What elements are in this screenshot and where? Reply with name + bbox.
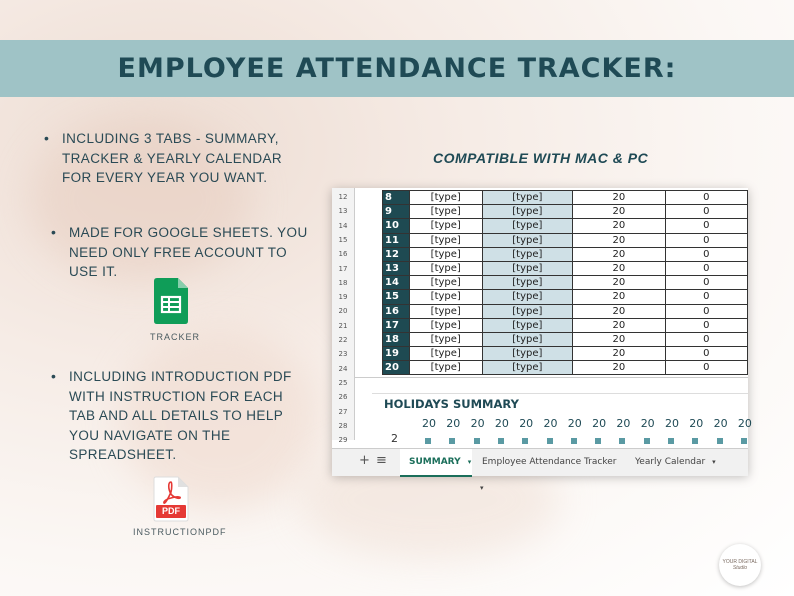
table-cell[interactable]: 0 xyxy=(665,233,747,247)
tab-label: Employee Attendance Tracker xyxy=(482,457,617,467)
summary-divider xyxy=(372,393,748,394)
table-cell[interactable]: [type] xyxy=(482,276,573,290)
table-cell[interactable]: 0 xyxy=(665,205,747,219)
row-number: 15 xyxy=(338,235,348,244)
row-divider xyxy=(354,377,748,378)
holiday-value-label: 20 xyxy=(737,417,752,430)
holiday-value-label: 20 xyxy=(713,417,728,430)
table-cell[interactable]: [type] xyxy=(409,261,482,275)
feature-line: YOU NAVIGATE ON THE xyxy=(69,427,231,443)
table-row xyxy=(383,347,748,361)
compatibility-note: COMPATIBLE WITH MAC & PC xyxy=(433,150,649,166)
feature-bullet-tabs xyxy=(44,129,283,188)
tracker-table xyxy=(382,190,748,375)
table-cell[interactable]: [type] xyxy=(482,347,573,361)
table-cell[interactable]: 20 xyxy=(573,261,665,275)
row-number: 23 xyxy=(338,350,348,359)
table-cell[interactable]: 20 xyxy=(573,332,665,346)
table-cell[interactable]: [type] xyxy=(482,304,573,318)
holiday-value-label: 20 xyxy=(592,417,607,430)
row-number: 12 xyxy=(338,193,348,201)
row-number: 13 xyxy=(338,207,348,216)
table-row xyxy=(383,233,748,247)
table-cell[interactable]: [type] xyxy=(482,290,573,304)
table-cell[interactable]: [type] xyxy=(409,332,482,346)
table-cell[interactable]: [type] xyxy=(482,261,573,275)
table-cell[interactable]: [type] xyxy=(482,318,573,332)
table-cell[interactable]: 20 xyxy=(573,276,665,290)
sheet-tab-bar xyxy=(332,448,748,492)
row-number: 29 xyxy=(338,436,348,445)
table-cell[interactable]: [type] xyxy=(482,332,573,346)
feature-line: FOR EVERY YEAR YOU WANT. xyxy=(62,170,268,185)
sheets-icon-label: TRACKER xyxy=(150,332,201,342)
holidays-summary-title: HOLIDAYS SUMMARY xyxy=(384,397,519,411)
holiday-marker xyxy=(425,438,431,444)
feature-line: TAB AND ALL DETAILS TO HELP xyxy=(69,408,284,423)
holiday-marker xyxy=(498,438,504,444)
tab-label: SUMMARY xyxy=(409,457,461,467)
feature-line: WITH INSTRUCTION FOR EACH xyxy=(69,388,283,404)
holiday-marker xyxy=(717,438,723,444)
table-row xyxy=(383,304,748,318)
holiday-marker xyxy=(619,438,625,444)
table-row xyxy=(383,247,748,261)
table-cell[interactable]: [type] xyxy=(409,247,482,261)
table-cell[interactable]: 0 xyxy=(665,191,747,205)
row-number: 22 xyxy=(338,336,348,344)
feature-bullet-google-sheets xyxy=(51,223,308,282)
chevron-down-icon: ▾ xyxy=(467,458,472,466)
holiday-value-label: 20 xyxy=(616,417,631,430)
table-cell[interactable]: 18 xyxy=(383,332,410,346)
chevron-down-icon: ▾ xyxy=(712,458,716,466)
holiday-value-label: 20 xyxy=(422,417,436,430)
table-row xyxy=(383,290,748,304)
table-cell[interactable]: 20 xyxy=(573,191,665,205)
table-cell[interactable]: 12 xyxy=(383,247,410,261)
shop-logo xyxy=(719,544,761,586)
feature-line: TRACKER & YEARLY CALENDAR xyxy=(62,150,283,166)
table-cell[interactable]: [type] xyxy=(482,247,573,261)
bullet-dot: • xyxy=(51,368,57,384)
table-row xyxy=(383,205,748,219)
table-cell[interactable]: 0 xyxy=(665,361,747,375)
table-cell[interactable]: [type] xyxy=(482,191,573,205)
table-cell[interactable]: 0 xyxy=(665,276,747,290)
shop-logo-line: Studio xyxy=(732,565,748,571)
table-row xyxy=(383,332,748,346)
table-cell[interactable]: 20 xyxy=(573,304,665,318)
pdf-icon-label: INSTRUCTIONPDF xyxy=(133,527,227,537)
row-number: 16 xyxy=(338,250,348,259)
shop-logo-line: YOUR DIGITAL xyxy=(722,559,758,565)
holiday-value-label: 20 xyxy=(689,417,704,430)
row-number: 19 xyxy=(338,293,348,302)
table-cell[interactable]: [type] xyxy=(409,347,482,361)
table-cell[interactable]: [type] xyxy=(482,205,573,219)
table-cell[interactable]: [type] xyxy=(409,205,482,219)
table-cell[interactable]: 20 xyxy=(573,219,665,233)
table-cell[interactable]: 14 xyxy=(383,276,410,290)
table-cell[interactable]: 10 xyxy=(383,219,410,233)
holiday-marker xyxy=(668,438,674,444)
table-cell[interactable]: 20 xyxy=(573,247,665,261)
table-cell[interactable]: 0 xyxy=(665,304,747,318)
holiday-marker xyxy=(474,438,480,444)
table-cell[interactable]: [type] xyxy=(409,191,482,205)
table-cell[interactable]: 19 xyxy=(383,347,410,361)
row-number: 28 xyxy=(338,421,348,430)
holiday-value-label: 20 xyxy=(567,417,582,430)
table-cell[interactable]: 9 xyxy=(383,205,410,219)
tab-yearly-calendar[interactable] xyxy=(628,449,722,475)
holiday-marker xyxy=(449,438,455,444)
holiday-value-label: 20 xyxy=(665,417,679,430)
row-number: 20 xyxy=(338,307,348,316)
feature-line: SPREADSHEET. xyxy=(69,447,177,462)
row-number: 26 xyxy=(338,393,348,402)
spreadsheet-screenshot xyxy=(332,188,752,492)
page-title: EMPLOYEE ATTENDANCE TRACKER: xyxy=(117,53,677,84)
table-cell[interactable]: [type] xyxy=(409,304,482,318)
table-row xyxy=(383,219,748,233)
row-number: 27 xyxy=(338,407,348,416)
title-banner xyxy=(0,40,794,97)
row-number: 14 xyxy=(338,221,348,230)
table-row xyxy=(383,361,748,375)
chart-y-tick: 2 xyxy=(391,432,398,445)
holiday-value-label: 20 xyxy=(543,417,558,430)
table-row xyxy=(383,261,748,275)
table-cell[interactable]: 20 xyxy=(573,205,665,219)
tab-summary[interactable] xyxy=(400,449,472,477)
table-cell[interactable]: 13 xyxy=(383,261,410,275)
table-cell[interactable]: [type] xyxy=(482,233,573,247)
pdf-badge-text: PDF xyxy=(162,506,180,516)
google-sheets-icon xyxy=(154,278,188,324)
table-cell[interactable]: [type] xyxy=(409,318,482,332)
table-cell[interactable]: 11 xyxy=(383,233,410,247)
table-cell[interactable]: [type] xyxy=(409,361,482,375)
holiday-marker xyxy=(571,438,577,444)
tab-label: Yearly Calendar xyxy=(635,457,706,467)
table-cell[interactable]: 20 xyxy=(573,318,665,332)
chevron-down-icon: ▾ xyxy=(480,484,484,492)
table-cell[interactable]: [type] xyxy=(409,219,482,233)
row-number: 21 xyxy=(338,321,348,330)
all-sheets-menu-icon[interactable]: ≡ xyxy=(376,453,387,468)
holiday-value-label: 20 xyxy=(519,417,534,430)
table-cell[interactable]: 0 xyxy=(665,290,747,304)
table-cell[interactable]: 20 xyxy=(573,347,665,361)
feature-line: INCLUDING 3 TABS - SUMMARY, xyxy=(62,131,279,146)
table-cell[interactable]: [type] xyxy=(409,276,482,290)
bullet-dot: • xyxy=(51,224,57,240)
tab-employee-attendance-tracker[interactable] xyxy=(476,449,624,492)
table-cell[interactable]: 15 xyxy=(383,290,410,304)
add-sheet-button[interactable]: + xyxy=(359,453,370,468)
table-row xyxy=(383,191,748,205)
holiday-marker xyxy=(522,438,528,444)
table-cell[interactable]: 0 xyxy=(665,219,747,233)
table-cell[interactable]: 0 xyxy=(665,261,747,275)
holiday-marker xyxy=(547,438,553,444)
table-cell[interactable]: 20 xyxy=(573,233,665,247)
table-cell[interactable]: [type] xyxy=(409,233,482,247)
table-cell[interactable]: 20 xyxy=(383,361,410,375)
holiday-value-label: 20 xyxy=(640,417,655,430)
table-row xyxy=(383,318,748,332)
table-cell[interactable]: [type] xyxy=(482,219,573,233)
table-cell[interactable]: 0 xyxy=(665,347,747,361)
row-number: 25 xyxy=(338,378,348,387)
table-cell[interactable]: 20 xyxy=(573,361,665,375)
holiday-marker xyxy=(692,438,698,444)
row-number: 17 xyxy=(338,264,348,273)
feature-line: MADE FOR GOOGLE SHEETS. YOU xyxy=(69,225,308,240)
holiday-marker xyxy=(595,438,601,444)
holiday-value-label: 20 xyxy=(446,417,461,430)
feature-bullet-pdf xyxy=(51,367,292,465)
table-cell[interactable]: 16 xyxy=(383,304,410,318)
row-number: 18 xyxy=(338,278,348,287)
feature-line: NEED ONLY FREE ACCOUNT TO xyxy=(69,244,288,260)
table-row xyxy=(383,276,748,290)
holiday-value-label: 20 xyxy=(470,417,485,430)
holiday-value-label: 20 xyxy=(494,417,509,430)
pdf-file-icon xyxy=(154,477,188,521)
holiday-marker xyxy=(644,438,650,444)
table-cell[interactable]: 17 xyxy=(383,318,410,332)
row-number: 24 xyxy=(338,364,348,373)
table-cell[interactable]: 0 xyxy=(665,318,747,332)
table-cell[interactable]: 0 xyxy=(665,332,747,346)
holiday-marker xyxy=(741,438,747,444)
feature-line: INCLUDING INTRODUCTION PDF xyxy=(69,369,292,384)
table-cell[interactable]: [type] xyxy=(482,361,573,375)
feature-line: USE IT. xyxy=(69,264,118,279)
table-cell[interactable]: 8 xyxy=(383,191,410,205)
table-cell[interactable]: 0 xyxy=(665,247,747,261)
table-cell[interactable]: 20 xyxy=(573,290,665,304)
bullet-dot: • xyxy=(44,130,50,146)
table-cell[interactable]: [type] xyxy=(409,290,482,304)
